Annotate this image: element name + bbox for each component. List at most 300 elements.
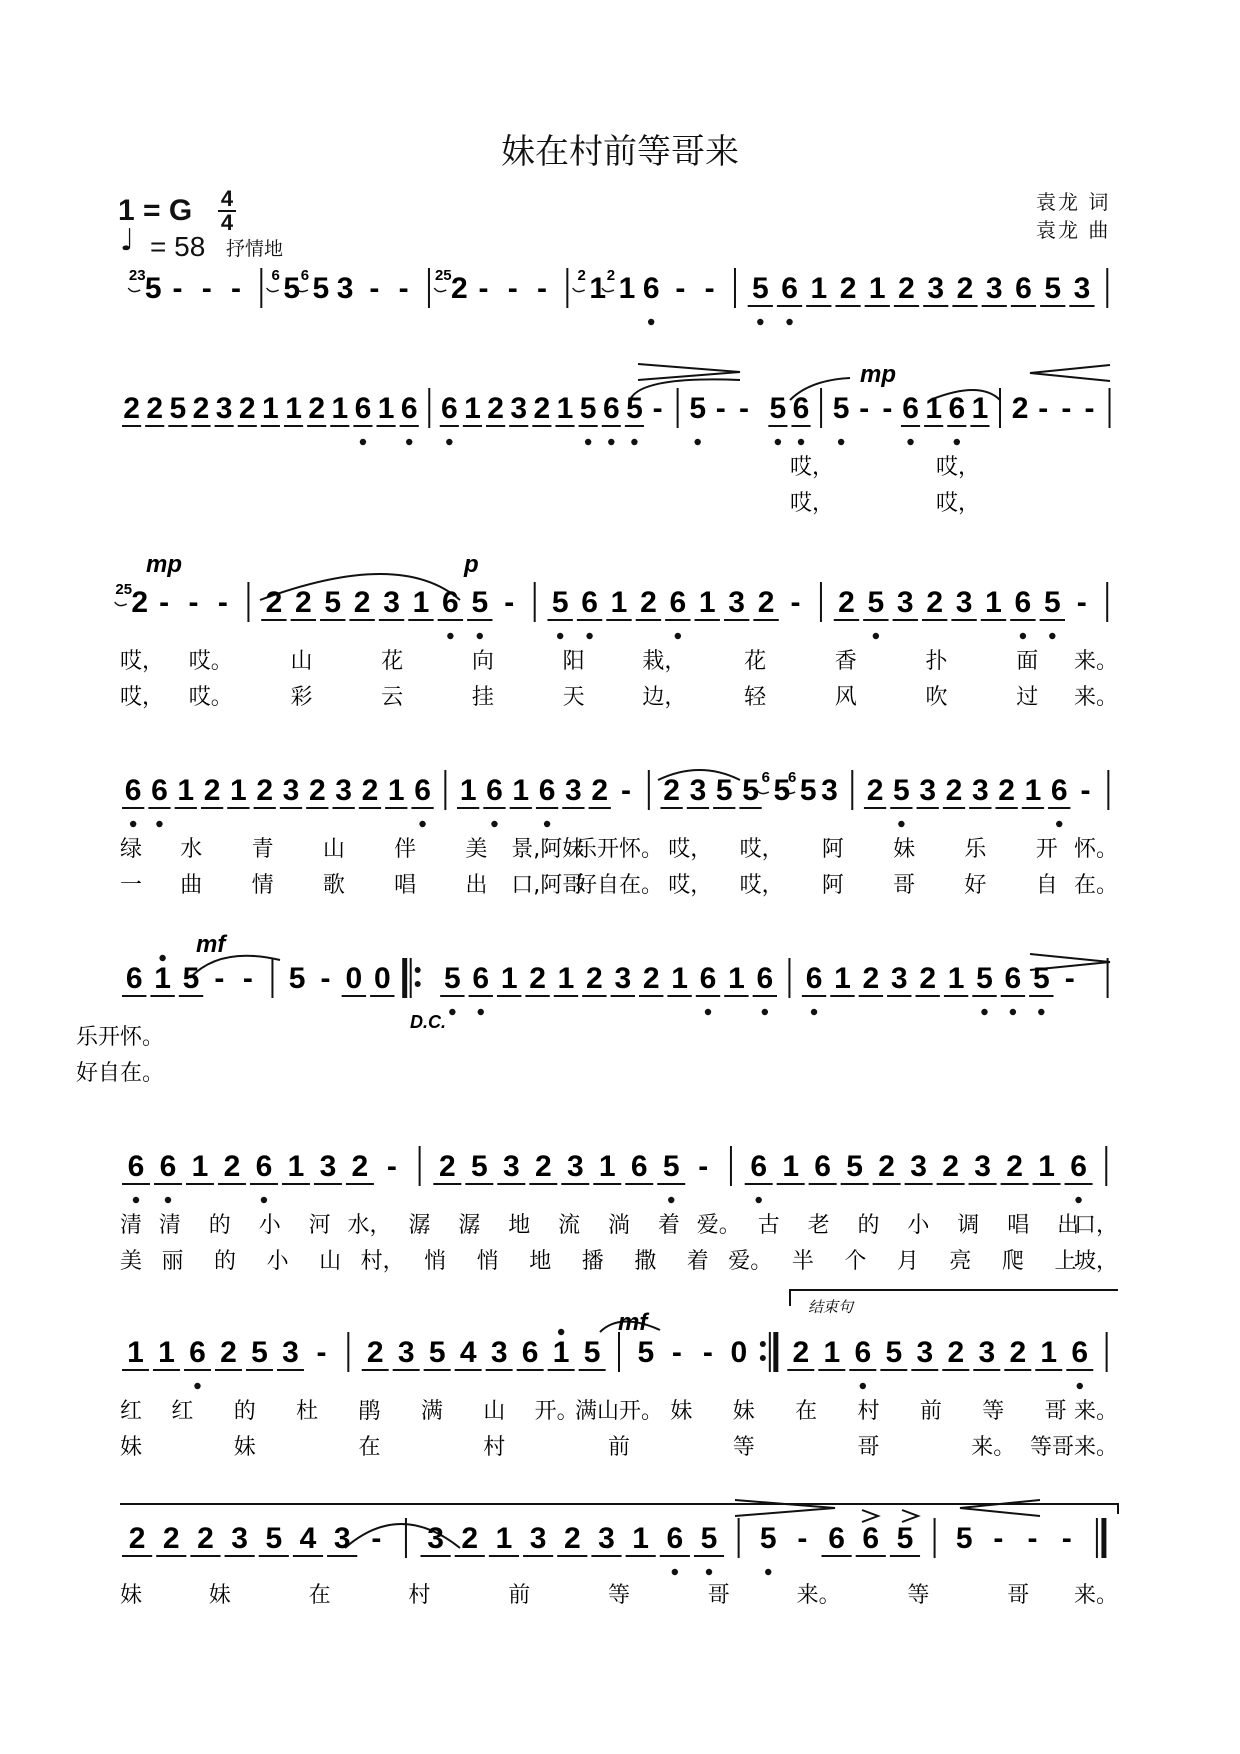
octave-dot-below (907, 439, 913, 445)
note: 5 (1032, 962, 1050, 995)
note: 5 (579, 392, 597, 425)
lyric-syllable: 开。 (534, 1399, 579, 1424)
octave-dot-below (360, 439, 366, 445)
grace-note-main: 5 (312, 272, 330, 305)
lyric-syllable: 等哥来。 (1029, 1435, 1118, 1460)
note: 5 (867, 586, 885, 619)
lyric-syllable: 哎， (668, 837, 713, 862)
dash: - (172, 272, 183, 305)
lyric-syllable: 开 (1035, 837, 1058, 862)
lyric-syllable: 月 (896, 1249, 919, 1274)
lyric-syllable: 情 (251, 873, 274, 898)
note: 5 (689, 392, 707, 425)
octave-dot-below (478, 1009, 484, 1015)
note: 5 (583, 1336, 601, 1369)
note: 3 (614, 962, 632, 995)
grace-slur (573, 288, 585, 292)
note: 5 (896, 1522, 914, 1555)
octave-dot-below (130, 821, 136, 827)
note: 6 (151, 774, 168, 807)
octave-dot-below (491, 821, 497, 827)
note: 2 (146, 392, 164, 425)
note: 1 (782, 1150, 800, 1183)
note: 2 (123, 392, 140, 425)
octave-dot-below (775, 439, 781, 445)
note: 5 (626, 392, 643, 425)
dash: - (993, 1522, 1004, 1555)
note: 1 (823, 1336, 841, 1369)
dash: - (1076, 586, 1087, 619)
lyric-syllable: 爱。 (728, 1249, 773, 1274)
grace-slur (267, 288, 279, 292)
lyric-syllable: 在 (308, 1583, 331, 1608)
dash: - (1080, 774, 1091, 807)
note: 2 (956, 272, 974, 305)
lyric-syllable: 村 (408, 1583, 431, 1608)
note: 3 (566, 1150, 584, 1183)
dash: - (1027, 1522, 1038, 1555)
note: 6 (127, 1150, 145, 1183)
octave-dot-below (672, 1569, 678, 1575)
dash: - (159, 586, 170, 619)
dash: - (230, 272, 241, 305)
note: 1 (262, 392, 279, 425)
note: 1 (387, 774, 405, 807)
note: 1 (377, 392, 395, 425)
grace-note: 6 (300, 267, 310, 284)
lyric-syllable: 悄 (424, 1249, 447, 1274)
dash: - (504, 586, 515, 619)
lyric-syllable: 爱。 (696, 1213, 741, 1238)
note: 1 (177, 774, 195, 807)
note: 3 (916, 1336, 934, 1369)
note: 3 (502, 1150, 520, 1183)
grace-note: 2 (577, 267, 586, 284)
note: 1 (556, 392, 574, 425)
note: 6 (159, 1150, 177, 1183)
note: 6 (1015, 272, 1032, 305)
dash: - (478, 272, 489, 305)
dash: - (316, 1336, 327, 1369)
lyric-syllable: 栽， (642, 649, 687, 674)
note: 5 (169, 392, 187, 425)
note: 1 (947, 962, 965, 995)
lyric-syllable: 口， (1073, 1213, 1118, 1238)
note: 3 (282, 774, 300, 807)
grace-note: 25 (434, 267, 452, 284)
lyric-syllable: 香 (834, 649, 857, 674)
note: 4 (299, 1522, 317, 1555)
decrescendo-hairpin (735, 1500, 835, 1516)
octave-dot-below (981, 1009, 987, 1015)
lyric-syllable: 哎， (668, 873, 713, 898)
octave-dot-below (1075, 1197, 1081, 1203)
note: 3 (336, 272, 354, 305)
note: 2 (1011, 392, 1029, 425)
note: 2 (238, 392, 256, 425)
note: 5 (751, 272, 769, 305)
note: 1 (985, 586, 1002, 619)
note: 3 (910, 1150, 927, 1183)
octave-dot-below (557, 633, 563, 639)
octave-dot-below (133, 1197, 139, 1203)
lyric-syllable: 爬 (1001, 1249, 1024, 1274)
note: 3 (319, 1150, 337, 1183)
grace-note-main: 5 (799, 774, 817, 807)
note: 3 (598, 1522, 615, 1555)
lyric-syllable: 哎。 (188, 685, 233, 710)
lyric-syllable: 青 (251, 837, 274, 862)
note: 1 (834, 962, 851, 995)
grace-note: 6 (787, 769, 797, 786)
lyric-syllable: 等 (982, 1399, 1005, 1424)
note: 2 (192, 392, 210, 425)
note: 3 (335, 774, 352, 807)
dash: - (201, 272, 212, 305)
dash: - (537, 272, 548, 305)
lyric-syllable: 阿 (821, 873, 844, 898)
lyric-syllable: 妹 (732, 1399, 755, 1424)
note: 2 (591, 774, 609, 807)
lyric-syllable: 的 (233, 1399, 256, 1424)
lyric-syllable: 哎。 (188, 649, 233, 674)
lyric-syllable: 前 (508, 1583, 531, 1608)
note: 3 (231, 1522, 248, 1555)
lyric-syllable: 伴 (394, 837, 417, 862)
octave-dot-below (446, 439, 452, 445)
note: 0 (373, 962, 391, 995)
lyric-syllable: 扑 (925, 649, 948, 674)
lyric-syllable: 向 (471, 649, 494, 674)
accent-mark (862, 1510, 878, 1522)
lyric-syllable: 来。 (796, 1583, 841, 1608)
note: 0 (730, 1336, 748, 1369)
lyric-syllable: 上 (1054, 1249, 1077, 1274)
note: 6 (414, 774, 431, 807)
octave-dot-below (449, 1009, 455, 1015)
slur (190, 956, 280, 978)
octave-dot-below (765, 1569, 771, 1575)
note: 2 (792, 1336, 810, 1369)
note: 3 (565, 774, 582, 807)
lyric-syllable: 的 (208, 1213, 231, 1238)
dash: - (242, 962, 253, 995)
dash: - (621, 774, 632, 807)
lyric-syllable: 妹 (670, 1399, 693, 1424)
note: 2 (838, 586, 855, 619)
note: 2 (203, 774, 221, 807)
lyric-syllable: 前 (607, 1435, 631, 1460)
dash: - (790, 586, 801, 619)
octave-dot-below (705, 1009, 711, 1015)
lyric-syllable: 老 (807, 1213, 830, 1238)
note: 3 (971, 774, 989, 807)
note: 1 (331, 392, 349, 425)
lyric-syllable: 播 (581, 1249, 604, 1274)
note: 6 (1050, 774, 1068, 807)
note: 3 (282, 1336, 299, 1369)
note: 4 (459, 1336, 477, 1369)
note: 2 (529, 962, 546, 995)
note: 5 (251, 1336, 268, 1369)
note: 6 (642, 272, 660, 305)
lyric-syllable: 着 (686, 1249, 709, 1274)
note: 2 (533, 392, 551, 425)
note: 2 (223, 1150, 241, 1183)
note: 5 (885, 1336, 903, 1369)
lyric-syllable: 山 (319, 1249, 342, 1274)
lyric-syllable: 哥 (707, 1583, 730, 1608)
dash: - (398, 272, 409, 305)
note: 2 (947, 1336, 965, 1369)
note: 5 (1043, 586, 1061, 619)
octave-dot-below (608, 439, 614, 445)
lyric-syllable: 半 (791, 1249, 814, 1274)
note: 3 (927, 272, 945, 305)
note: 6 (805, 962, 823, 995)
grace-note-main: 5 (773, 774, 791, 807)
note: 3 (1073, 272, 1091, 305)
lyric-syllable: 风 (834, 685, 857, 710)
note: 0 (345, 962, 363, 995)
page-title: 妹在村前等哥来 (501, 132, 739, 172)
lyric-syllable: 地 (508, 1213, 531, 1238)
lyric-syllable: 面 (1016, 649, 1039, 674)
note: 6 (581, 586, 598, 619)
note: 3 (919, 774, 937, 807)
lyric-syllable: 等 (907, 1583, 930, 1608)
note: 2 (926, 586, 944, 619)
note: 3 (397, 1336, 415, 1369)
note: 1 (191, 1150, 209, 1183)
lyric-syllable: 哥 (1044, 1399, 1067, 1424)
note: 2 (586, 962, 603, 995)
dash: - (386, 1150, 397, 1183)
tempo-value: = 58 (150, 231, 206, 262)
octave-dot-below (762, 1009, 768, 1015)
note: 2 (862, 962, 880, 995)
note: 1 (810, 272, 828, 305)
note: 2 (265, 586, 283, 619)
note: 1 (287, 1150, 305, 1183)
lyric-syllable: 潺 (458, 1213, 481, 1238)
note: 3 (985, 272, 1003, 305)
note: 1 (230, 774, 247, 807)
grace-note: 23 (128, 267, 146, 284)
octave-dot-below (1056, 821, 1062, 827)
lyric-syllable: 前 (919, 1399, 942, 1424)
note: 1 (552, 1336, 570, 1369)
lyric-syllable: 自 (1035, 873, 1058, 898)
note: 3 (974, 1150, 991, 1183)
grace-note-main: 2 (450, 272, 468, 305)
lyric-syllable: 哎， (790, 455, 835, 480)
grace-note: 25 (115, 581, 133, 598)
octave-dot-below (898, 821, 904, 827)
lyric-syllable: 好 (964, 873, 987, 898)
lyric-syllable: 山 (483, 1399, 506, 1424)
note: 6 (669, 586, 687, 619)
note: 6 (792, 392, 810, 425)
lyric-syllable: 边， (642, 685, 687, 710)
note: 2 (361, 774, 379, 807)
dc-marking: D.C. (410, 1012, 446, 1032)
note: 1 (464, 392, 481, 425)
note: 5 (1044, 272, 1062, 305)
note: 6 (630, 1150, 648, 1183)
note: 1 (728, 962, 745, 995)
dash: - (738, 392, 749, 425)
note: 3 (333, 1522, 351, 1555)
note: 6 (756, 962, 774, 995)
note: 3 (529, 1522, 547, 1555)
lyric-syllable: 妹 (120, 1435, 143, 1460)
dash: - (214, 962, 225, 995)
note: 6 (189, 1336, 206, 1369)
lyric-syllable: 在 (358, 1435, 381, 1460)
note: 1 (158, 1336, 175, 1369)
note: 2 (487, 392, 504, 425)
note: 6 (354, 392, 372, 425)
key-signature: 1 = G (118, 194, 193, 227)
dynamic-marking: mf (196, 931, 226, 958)
lyric-syllable: 花 (381, 649, 404, 674)
note: 2 (866, 774, 884, 807)
octave-dot-below (755, 1197, 761, 1203)
note: 1 (557, 962, 575, 995)
dynamic-marking: mf (618, 1309, 648, 1336)
note: 5 (637, 1336, 655, 1369)
lyric-syllable: 红 (171, 1399, 194, 1424)
lyric-syllable: 满 (420, 1399, 443, 1424)
note: 6 (125, 962, 143, 995)
octave-dot-below (706, 1569, 712, 1575)
dash: - (715, 392, 726, 425)
note: 5 (428, 1336, 446, 1369)
note: 2 (353, 586, 371, 619)
decrescendo-hairpin (638, 364, 740, 380)
grace-note: 6 (761, 769, 771, 786)
note: 1 (698, 586, 716, 619)
lyric-syllable: 好自在。 (75, 1061, 165, 1086)
note: 1 (610, 586, 628, 619)
lyric-syllable: 山 (322, 837, 345, 862)
note: 3 (490, 1336, 508, 1369)
dash: - (507, 272, 518, 305)
lyric-syllable: 乐开怀。 (574, 837, 664, 862)
grace-note: 2 (606, 267, 616, 284)
lyric-syllable: 哎， (935, 491, 980, 516)
note: 6 (750, 1150, 768, 1183)
lyric-syllable: 个 (844, 1249, 867, 1274)
lyric-syllable: 挂 (471, 685, 494, 710)
lyric-syllable: 清 (120, 1213, 143, 1238)
note: 5 (759, 1522, 777, 1555)
dash: - (652, 392, 663, 425)
note: 5 (470, 1150, 488, 1183)
lyric-syllable: 轻 (744, 685, 767, 710)
octave-dot-below (675, 633, 681, 639)
lyric-syllable: 水， (347, 1213, 392, 1238)
note: 2 (366, 1336, 384, 1369)
note: 2 (220, 1336, 237, 1369)
dash: - (675, 272, 686, 305)
lyric-syllable: 哥 (1007, 1583, 1030, 1608)
note: 1 (632, 1522, 649, 1555)
lyric-syllable: 天 (562, 685, 585, 710)
note: 5 (265, 1522, 283, 1555)
octave-dot-below (447, 633, 453, 639)
octave-dot-below (544, 821, 550, 827)
note: 2 (663, 774, 680, 807)
lyric-syllable: 美 (120, 1249, 143, 1274)
octave-dot-below (1010, 1009, 1016, 1015)
note: 1 (459, 774, 477, 807)
note: 3 (896, 586, 914, 619)
note: 5 (893, 774, 910, 807)
note: 2 (878, 1150, 895, 1183)
note: 5 (551, 586, 569, 619)
note: 5 (700, 1522, 718, 1555)
expression-marking: 抒情地 (226, 238, 284, 260)
lyric-syllable: 彩 (290, 685, 313, 710)
dash: - (1084, 392, 1095, 425)
lyric-syllable: 哎， (739, 873, 784, 898)
lyric-syllable: 妹 (893, 837, 916, 862)
octave-dot-above (159, 955, 165, 961)
dash: - (704, 272, 715, 305)
note: 3 (383, 586, 400, 619)
lyric-syllable: 曲 (180, 873, 203, 898)
lyric-syllable: 来。 (1073, 649, 1118, 674)
time-signature-top: 4 (220, 186, 234, 211)
note: 2 (945, 774, 963, 807)
lyric-syllable: 哎， (120, 685, 165, 710)
octave-dot-below (786, 319, 792, 325)
grace-note-main: 5 (283, 272, 301, 305)
note: 1 (412, 586, 430, 619)
note: 2 (308, 392, 326, 425)
lyric-syllable: 唱 (394, 873, 417, 898)
note: 2 (351, 1150, 369, 1183)
lyric-syllable: 景,阿妹 (511, 837, 585, 862)
lyric-syllable: 一 (120, 873, 143, 898)
note: 5 (742, 774, 759, 807)
note: 2 (197, 1522, 214, 1555)
repeat-dot (415, 981, 421, 987)
lyric-syllable: 淌 (607, 1213, 631, 1238)
note: 3 (689, 774, 707, 807)
lyric-syllable: 古 (757, 1213, 780, 1238)
lyric-syllable: 乐 (964, 837, 987, 862)
note: 6 (124, 774, 142, 807)
dash: - (882, 392, 893, 425)
octave-dot-below (631, 439, 637, 445)
lyric-syllable: 村， (360, 1249, 405, 1274)
note: 5 (715, 774, 733, 807)
note: 6 (602, 392, 620, 425)
note: 3 (955, 586, 973, 619)
lyric-syllable: 阿 (821, 837, 844, 862)
note: 1 (512, 774, 530, 807)
lyric-syllable: 唱 (1007, 1213, 1030, 1238)
repeat-dot (760, 1341, 766, 1347)
lyric-syllable: 云 (381, 685, 404, 710)
octave-dot-below (585, 439, 591, 445)
lyric-syllable: 出 (465, 873, 488, 898)
note: 2 (438, 1150, 456, 1183)
lyric-syllable: 来。 (1073, 1399, 1118, 1424)
